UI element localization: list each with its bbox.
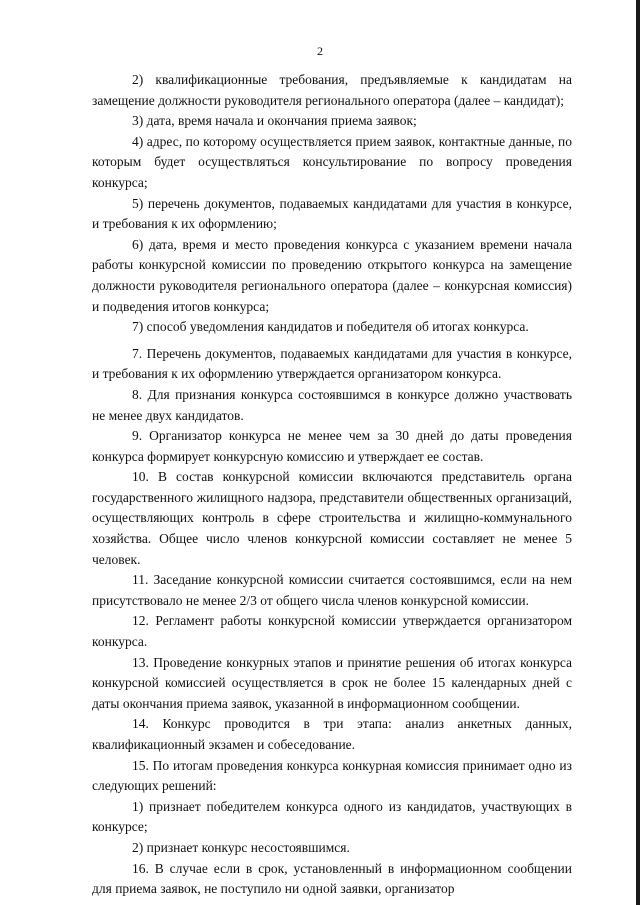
paragraph: 2) признает конкурс несостоявшимся. <box>132 839 350 855</box>
paragraph: 12. Регламент работы конкурсной комиссии утверждается организатором конкурса. <box>92 613 572 650</box>
paragraph: 16. В случае если в срок, установленный в информационном сообщении для приема заявок, не поступило ни одной заявки, организатор <box>92 860 572 897</box>
paragraph: 15. По итогам проведения конкурса конкурная комиссия принимает одно из следующих решений: <box>92 757 572 794</box>
paragraph: 3) дата, время начала и окончания приема заявок; <box>132 113 417 129</box>
paragraph: 6) дата, время и место проведения конкурса с указанием времени начала работы конкурсной комиссии по проведению открытого конкурса на замещение должности руководителя регионального оператора (далее – конкурсная комиссия) и подведения итогов конкурса; <box>92 236 572 314</box>
page-number: 2 <box>317 44 323 58</box>
paragraph: 14. Конкурс проводится в три этапа: анализ анкетных данных, квалификационный экзамен и собеседование. <box>92 716 572 752</box>
paragraph: 4) адрес, по которому осуществляется прием заявок, контактные данные, по которым будет осуществляться консультирование по вопросу проведения конкурса; <box>92 133 572 190</box>
paragraph: 8. Для признания конкурса состоявшимся в конкурсе должно участвовать не менее двух кандидатов. <box>92 386 572 423</box>
document-body <box>92 70 572 900</box>
paragraph: 9. Организатор конкурса не менее чем за 30 дней до даты проведения конкурса формирует конкурсную комиссию и утверждает ее состав. <box>92 428 572 464</box>
paragraph: 10. В состав конкурсной комиссии включаются представитель органа государственного жилищного надзора, представители общественных организаций, осуществляющих контроль в сфере строительства и жилищно-коммунального хозяйства. Общее число членов конкурсной комиссии составляет не менее 5 человек. <box>92 469 572 567</box>
paragraph: 13. Проведение конкурных этапов и принятие решения об итогах конкурса конкурсной комиссией осуществляется в срок не более 15 календарных дней с даты окончания приема заявок, указанной в информационном сообщении. <box>92 654 572 711</box>
paragraph: 1) признает победителем конкурса одного из кандидатов, участвующих в конкурсе; <box>92 798 572 835</box>
paragraph: 11. Заседание конкурсной комиссии считается состоявшимся, если на нем присутствовало не менее 2/3 от общего числа членов конкурсной комиссии. <box>92 572 572 608</box>
paragraph: 7. Перечень документов, подаваемых кандидатами для участия в конкурсе, и требования к их оформлению утверждается организатором конкурса. <box>92 345 572 382</box>
paragraph: 7) способ уведомления кандидатов и победителя об итогах конкурса. <box>132 319 529 335</box>
paragraph: 2) квалификационные требования, предъявляемые к кандидатам на замещение должности руководителя регионального оператора (далее – кандидат); <box>92 72 572 108</box>
paragraph: 5) перечень документов, подаваемых кандидатами для участия в конкурсе, и требования к их оформлению; <box>92 195 572 232</box>
